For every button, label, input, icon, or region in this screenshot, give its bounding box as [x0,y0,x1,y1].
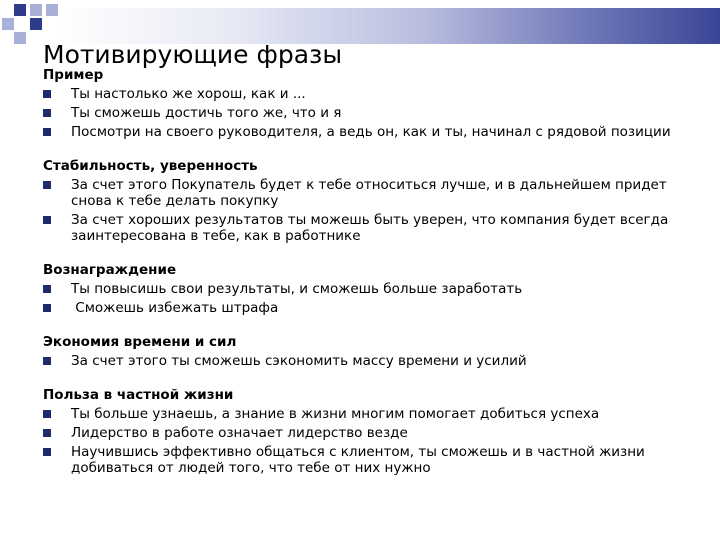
list-item [43,212,683,244]
header-gradient-band [58,8,720,44]
square-bullet-icon [43,304,51,312]
square-bullet-icon [43,128,51,136]
list-item [43,281,683,297]
square-bullet-icon [43,410,51,418]
list-item-text: Ты сможешь достичь того же, что и я [71,105,342,121]
section [43,158,683,244]
list-item-text: За счет этого ты сможешь сэкономить массу времени и усилий [71,353,527,369]
slide-title: Мотивирующие фразы [43,40,343,69]
section [43,387,683,476]
list-item [43,105,683,121]
slide-content [43,67,683,479]
list-item-text: Ты повысишь свои результаты, и сможешь больше заработать [71,281,523,297]
list-item [43,406,683,422]
list-item [43,177,683,209]
square-bullet-icon [43,357,51,365]
square-bullet-icon [43,216,51,224]
square-icon [2,18,14,30]
square-bullet-icon [43,181,51,189]
square-icon [30,18,42,30]
list-item [43,444,683,476]
square-icon [14,4,26,16]
square-bullet-icon [43,90,51,98]
square-icon [46,4,58,16]
section-heading: Пример [43,67,104,83]
square-bullet-icon [43,285,51,293]
section [43,262,683,316]
list-item-text: Ты больше узнаешь, а знание в жизни многим помогает добиться успеха [71,406,600,422]
section-heading: Стабильность, уверенность [43,158,258,174]
list-item [43,300,683,316]
list-item-text: Научившись эффективно общаться с клиентом, ты сможешь и в частной жизни добиваться от людей того, что тебе от них нужно [71,444,645,476]
square-icon [30,4,42,16]
square-bullet-icon [43,448,51,456]
list-item [43,86,683,102]
list-item [43,124,683,140]
list-item-text: Ты настолько же хорош, как и ... [71,86,306,102]
section-heading: Экономия времени и сил [43,334,237,350]
square-bullet-icon [43,429,51,437]
list-item [43,425,683,441]
section-heading: Вознаграждение [43,262,177,278]
section [43,67,683,140]
list-item-text: За счет этого Покупатель будет к тебе относиться лучше, и в дальнейшем придет снова к тебе делать покупку [71,177,667,209]
section-heading: Польза в частной жизни [43,387,234,403]
section [43,334,683,369]
list-item-text: За счет хороших результатов ты можешь быть уверен, что компания будет всегда заинтересована в тебе, как в работнике [71,212,669,244]
square-icon [14,32,26,44]
list-item-text: Лидерство в работе означает лидерство везде [71,425,408,441]
list-item-text: Сможешь избежать штрафа [71,300,279,316]
list-item [43,353,683,369]
square-bullet-icon [43,109,51,117]
list-item-text: Посмотри на своего руководителя, а ведь он, как и ты, начинал с рядовой позиции [71,124,671,140]
